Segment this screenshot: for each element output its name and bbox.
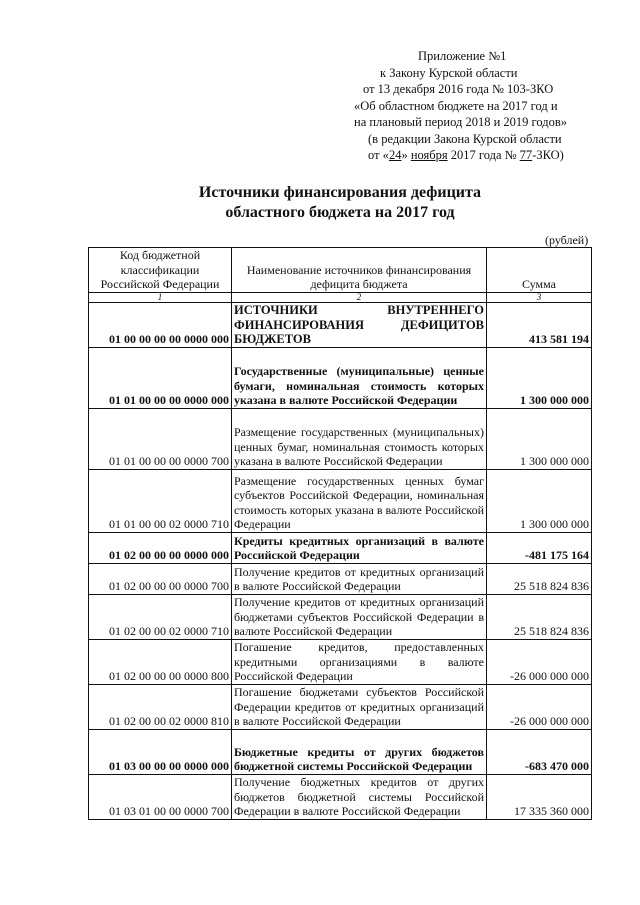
appendix-header — [330, 48, 600, 164]
row-code: 01 02 00 00 02 0000 710 — [89, 595, 232, 640]
row-name: Получение кредитов от кредитных организаций бюджетами субъектов Российской Федерации в валюте Российской Федерации — [232, 595, 487, 640]
appendix-law-suffix: -ЗКО) — [532, 148, 564, 162]
row-code: 01 02 00 00 00 0000 000 — [89, 533, 232, 564]
appendix-law-number: 77 — [519, 148, 533, 162]
appendix-date-day: 24 — [388, 148, 402, 162]
row-name: Получение кредитов от кредитных организаций в валюте Российской Федерации — [232, 564, 487, 595]
row-name: Размещение государственных (муниципальных) ценных бумаг, номинальная стоимость которых указана в валюте Российской Федерации — [232, 409, 487, 470]
row-sum: 413 581 194 — [487, 303, 592, 348]
header-name: Наименование источников финансирования дефицита бюджета — [232, 248, 487, 293]
appendix-line-4: «Об областном бюджете на 2017 год и — [354, 98, 558, 113]
appendix-line-7 — [330, 147, 600, 164]
row-sum: 1 300 000 000 — [487, 348, 592, 409]
row-name: Погашение бюджетами субъектов Российской Федерации кредитов от кредитных организаций в валюте Российской Федерации — [232, 685, 487, 730]
table-header-row — [89, 248, 592, 293]
appendix-line-3: от 13 декабря 2016 года № 103-ЗКО — [363, 82, 554, 96]
row-sum: 1 300 000 000 — [487, 470, 592, 533]
appendix-line-6: (в редакции Закона Курской области — [368, 131, 562, 146]
table-row — [89, 470, 592, 533]
row-name: ИСТОЧНИКИ ВНУТРЕННЕГО ФИНАНСИРОВАНИЯ ДЕФИЦИТОВ БЮДЖЕТОВ — [232, 303, 487, 348]
document-title-line-2: областного бюджета на 2017 год — [225, 204, 455, 221]
document-title — [60, 183, 620, 223]
row-code: 01 01 00 00 02 0000 710 — [89, 470, 232, 533]
table-row — [89, 775, 592, 820]
header-sum: Сумма — [487, 248, 592, 293]
row-code: 01 01 00 00 00 0000 000 — [89, 348, 232, 409]
appendix-date-prefix: от « — [368, 148, 389, 162]
column-number-row — [89, 293, 592, 303]
appendix-line-1: Приложение №1 — [418, 49, 507, 63]
document-title-line-1: Источники финансирования дефицита — [198, 184, 482, 201]
appendix-line-5: на плановый период 2018 и 2019 годов» — [354, 115, 567, 129]
row-code: 01 03 00 00 00 0000 000 — [89, 730, 232, 775]
table-row — [89, 685, 592, 730]
row-sum: -481 175 164 — [487, 533, 592, 564]
row-code: 01 02 00 00 02 0000 810 — [89, 685, 232, 730]
table-row — [89, 533, 592, 564]
row-sum: 17 335 360 000 — [487, 775, 592, 820]
financing-sources-table — [88, 247, 592, 820]
table-row — [89, 348, 592, 409]
table-row — [89, 564, 592, 595]
appendix-date-month: ноября — [410, 148, 448, 162]
row-code: 01 03 01 00 00 0000 700 — [89, 775, 232, 820]
row-code: 01 02 00 00 00 0000 700 — [89, 564, 232, 595]
row-sum: -26 000 000 000 — [487, 640, 592, 685]
column-number: 1 — [89, 293, 232, 303]
row-code: 01 01 00 00 00 0000 700 — [89, 409, 232, 470]
units-label: (рублей) — [545, 233, 589, 247]
table-row — [89, 303, 592, 348]
row-name: Бюджетные кредиты от других бюджетов бюджетной системы Российской Федерации — [232, 730, 487, 775]
row-name: Государственные (муниципальные) ценные бумаги, номинальная стоимость которых указана в валюте Российской Федерации — [232, 348, 487, 409]
row-name: Кредиты кредитных организаций в валюте Российской Федерации — [232, 533, 487, 564]
row-sum: 25 518 824 836 — [487, 564, 592, 595]
row-sum: 25 518 824 836 — [487, 595, 592, 640]
table-row — [89, 595, 592, 640]
header-code: Код бюджетной классификации Российской Федерации — [89, 248, 232, 293]
table-row — [89, 409, 592, 470]
table-row — [89, 730, 592, 775]
row-sum: -683 470 000 — [487, 730, 592, 775]
appendix-line-2: к Закону Курской области — [380, 65, 518, 80]
row-name: Получение бюджетных кредитов от других бюджетов бюджетной системы Российской Федерации в валюте Российской Федерации — [232, 775, 487, 820]
appendix-date-mid: » — [401, 148, 411, 162]
appendix-date-year: 2017 года № — [447, 148, 520, 162]
column-number: 3 — [487, 293, 592, 303]
row-code: 01 00 00 00 00 0000 000 — [89, 303, 232, 348]
column-number: 2 — [232, 293, 487, 303]
row-sum: 1 300 000 000 — [487, 409, 592, 470]
table-row — [89, 640, 592, 685]
row-code: 01 02 00 00 00 0000 800 — [89, 640, 232, 685]
row-name: Погашение кредитов, предоставленных кредитными организациями в валюте Российской Федерации — [232, 640, 487, 685]
row-sum: -26 000 000 000 — [487, 685, 592, 730]
row-name: Размещение государственных ценных бумаг субъектов Российской Федерации, номинальная стоимость которых указана в валюте Российской Федерации — [232, 470, 487, 533]
